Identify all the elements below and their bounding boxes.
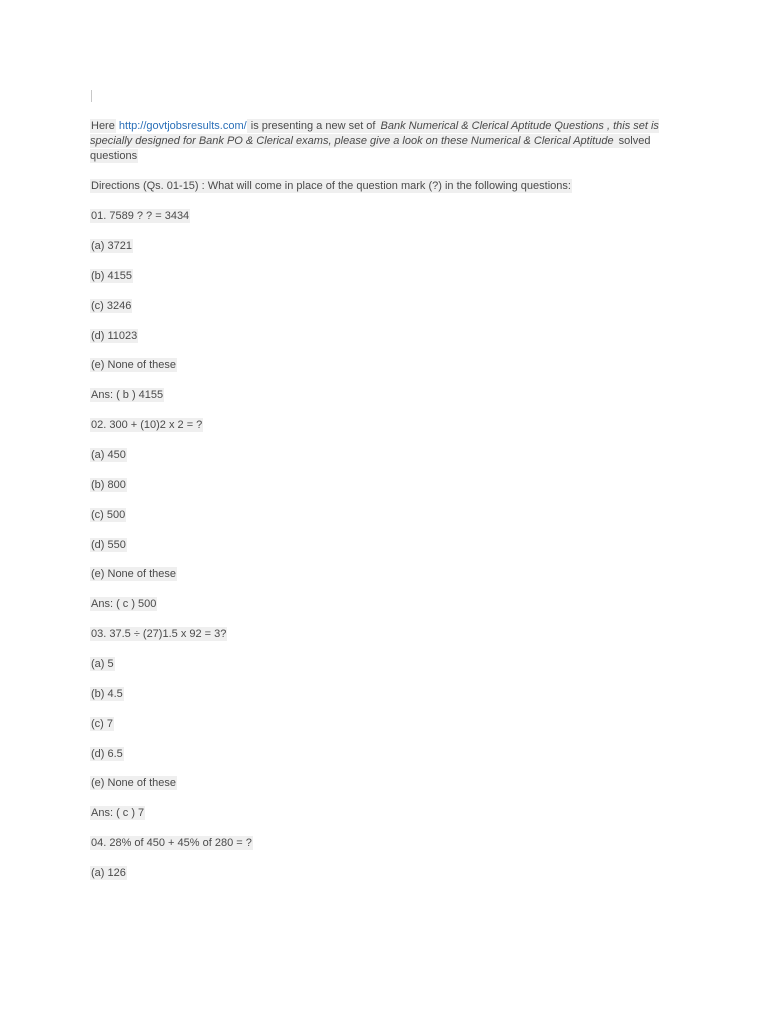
intro-here: Here [91, 120, 115, 132]
intro-emphasis: Bank Numerical & Clerical Aptitude Questions , this set is specially designed for Bank PO & Clerical exams, please give a look on these Numerical & Clerical Aptitude [90, 120, 659, 147]
option-line: (d) 11023 [91, 330, 138, 342]
question-line: 01. 7589 ? ? = 3434 [91, 210, 190, 222]
answer-line: Ans: ( c ) 7 [91, 807, 145, 819]
answer-line: Ans: ( b ) 4155 [91, 389, 164, 401]
option-line: (b) 4.5 [91, 688, 123, 700]
option-line: (b) 800 [91, 479, 126, 491]
option-line: (a) 5 [91, 658, 114, 670]
answer-line: Ans: ( c ) 500 [91, 598, 157, 610]
intro-text-1: is presenting a new set of [247, 120, 379, 132]
intro-paragraph [90, 119, 680, 164]
site-link[interactable]: http://govtjobsresults.com/ [118, 120, 247, 132]
option-line: (e) None of these [91, 568, 176, 580]
text-cursor-mark [91, 90, 92, 102]
option-line: (c) 3246 [91, 300, 132, 312]
option-line: (a) 126 [91, 867, 126, 879]
directions-text: Directions (Qs. 01-15) : What will come in place of the question mark (?) in the following questions: [91, 180, 571, 192]
option-line: (d) 550 [91, 539, 126, 551]
question-line: 04. 28% of 450 + 45% of 280 = ? [91, 837, 252, 849]
option-line: (b) 4155 [91, 270, 132, 282]
option-line: (c) 7 [91, 718, 113, 730]
question-line: 03. 37.5 ÷ (27)1.5 x 92 = 3? [91, 628, 227, 640]
option-line: (e) None of these [91, 359, 176, 371]
option-line: (e) None of these [91, 777, 176, 789]
option-line: (a) 3721 [91, 240, 132, 252]
intro-text-2: solved questions [90, 135, 651, 162]
option-line: (a) 450 [91, 449, 126, 461]
question-line: 02. 300 + (10)2 x 2 = ? [91, 419, 203, 431]
option-line: (c) 500 [91, 509, 126, 521]
option-line: (d) 6.5 [91, 748, 123, 760]
